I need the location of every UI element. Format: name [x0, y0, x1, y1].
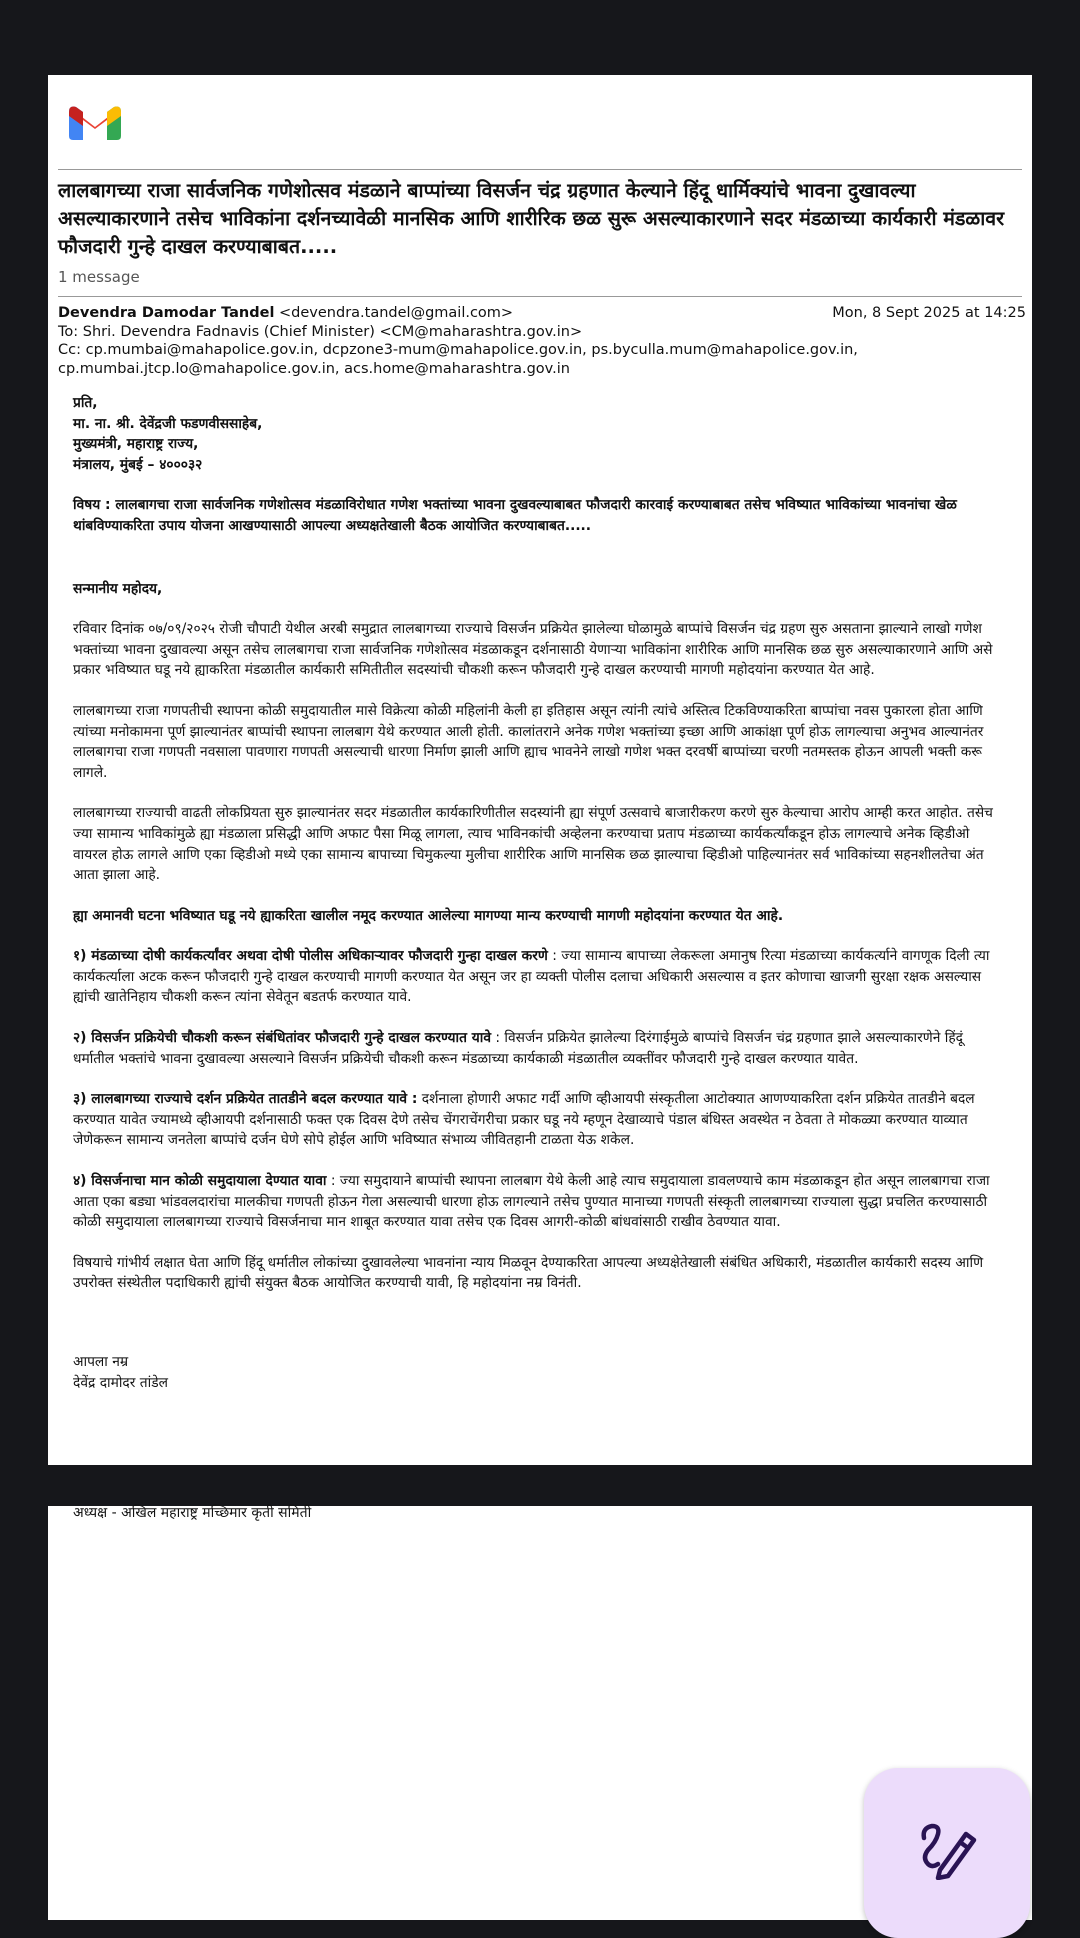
demand-text: : ज्या समुदायाने बाप्पांची स्थापना लालबाग येथे केली आहे त्याच समुदायाला डावलण्याचे काम मंडळाकडून होत असून लालबागचा राजा आता एका बड्या भांडवलदारांचा मालकीचा गणपती होऊन गेला असल्याची धारणा होऊ लागल्याने तसेच पुण्यात मानाच्या गणपती संस्कृती लालबागच्या राज्याला सुद्धा प्रचलित करण्यासाठी कोळी समुदायाला लालबागच्या राज्याचे विसर्जनाचा मान शाबूत करण्यात यावा तसेच एक दिवस आगरी-कोळी बांधवांसाठी राखीव ठेवण्यात यावा. — [73, 1173, 990, 1231]
closing-paragraph: विषयाचे गांभीर्य लक्षात घेता आणि हिंदू धर्मातील लोकांच्या दुखावलेल्या भावनांना न्याय मिळवून देण्याकरिता आपल्या अध्यक्षेतेखाली संबंधित अधिकारी, मंडळातील कार्यकारी सदस्य आणि उपरोक्त संस्थेतील पदाधिकारी ह्यांची संयुक्त बैठक आयोजित करण्याची यावी, हि महोदयांना नम्र विनंती. — [73, 1254, 984, 1292]
subject-line: विषय : लालबागचा राजा सार्वजनिक गणेशोत्सव मंडळाविरोधात गणेश भक्तांच्या भावना दुखवल्याबाबत फौजदारी कारवाई करण्याबाबत तसेच भविष्यात भाविकांच्या भावनांचा खेळ थांबविण्याकरिता उपाय योजना आखण्यासाठी आपल्या अध्यक्षतेखाली बैठक आयोजित करण्याबाबत..... — [73, 497, 957, 534]
demand-title: ३) लालबागच्या राज्याचे दर्शन प्रक्रियेत तातडीने बदल करण्यात यावे : — [73, 1091, 418, 1108]
edit-pen-icon — [918, 1820, 978, 1880]
demand-text: : विसर्जन प्रक्रियेत झालेल्या दिरंगाईमुळे बाप्पांचे विसर्जन चंद्र ग्रहणात झाले असल्याकारणेने हिंदूं धर्मातील भक्तांचे भावना दुखावल्या असल्याने विसर्जन प्रक्रियेची चौकशी करून मंडळाच्या कार्यकाळी मंडळातील व्यक्तींवर फौजदारी गुन्हे दाखल करण्यात यावेत. — [73, 1030, 963, 1067]
demand-title: २) विसर्जन प्रक्रियेची चौकशी करून संबंधितांवर फौजदारी गुन्हे दाखल करण्यात यावे — [73, 1030, 492, 1047]
paragraph: रविवार दिनांक ०७/०९/२०२५ रोजी चौपाटी येथील अरबी समुद्रात लालबागच्या राज्याचे विसर्जन प्रक्रियेत झालेल्या घोळामुळे बाप्पांचे विसर्जन चंद्र ग्रहण सुरु असताना झाल्याने लाखो गणेश भक्तांच्या भावना दुखावल्या असून तसेच लालबागचा राजा सार्वजनिक गणेशोत्सव मंडळाकडून दर्शनासाठी येणाऱ्या भाविकांना शारीरिक आणि मानसिक छळ सुरु असल्याकारणाने आणि असे प्रकार भविष्यात घडू नये ह्याकरिता मंडळातील कार्यकारी समितीतील सदस्यांची चौकशी करून फौजदारी गुन्हे दाखल करण्याची मागणी महोदयांना करण्यात येत आहे. — [73, 621, 993, 679]
to-line: To: Shri. Devendra Fadnavis (Chief Minister) <CM@maharashtra.gov.in> — [58, 323, 583, 340]
demand-text: दर्शनाला होणारी अफाट गर्दी आणि व्हीआयपी संस्कृतीला आटोक्यात आणण्याकरिता दर्शन प्रक्रियेत तातडीने बदल करण्यात यावेत ज्यामध्ये व्हीआयपी दर्शनासाठी फक्त एक दिवस देणे तसेच चेंगराचेंगरीचा प्रकार घडू नये म्हणून देखाव्याचे पंडाल बंधिस्त अवस्थेत न ठेवता ते मोकळ्या करण्यात याव्यात जेणेकरून सामान्य जनतेला बाप्पांचे दर्जन घेणे सोपे होईल आणि भविष्यात संभाव्य जीवितहानी टाळता येऊ शकेल. — [73, 1091, 975, 1149]
email-header — [58, 304, 1026, 378]
divider — [58, 169, 1022, 170]
signature-name: देवेंद्र दामोदर तांडेल — [73, 1374, 168, 1391]
gmail-logo-icon — [69, 102, 121, 142]
email-date: Mon, 8 Sept 2025 at 14:25 — [832, 305, 1026, 321]
demand-title: १) मंडळाच्या दोषी कार्यकर्त्यांवर अथवा दोषी पोलीस अधिकाऱ्यावर फौजदारी गुन्हा दाखल करणे — [73, 948, 548, 965]
salutation: सन्मानीय महोदय, — [73, 580, 163, 597]
sender-name: Devendra Damodar Tandel — [58, 305, 275, 321]
demand-item — [73, 1089, 1008, 1151]
paragraph: लालबागच्या राज्याची वाढती लोकप्रियता सुरु झाल्यानंतर सदर मंडळातील कार्यकारिणीतील सदस्यांनी ह्या संपूर्ण उत्सवाचे बाजारीकरण करणे सुरु केल्याचा आरोप आम्ही करत आहोत. तसेच ज्या सामान्य भाविकांमुळे ह्या मंडळाला प्रसिद्धी आणि अफाट पैसा मिळू लागला, त्याच भाविनकांची अव्हेलना करण्याचा प्रताप मंडळाच्या कार्यकर्त्यांकडून होऊ लागल्याचे अनेक व्हिडीओ वायरल होऊ लागले आणि एका व्हिडीओ मध्ये एका सामान्य बापाच्या चिमुकल्या मुलीचा शारीरिक आणि मानसिक छळ झाल्याचा व्हिडीओ पाहिल्यानंतर सर्व भाविकांच्या सहनशीलतेचा अंत आता झाला आहे. — [73, 805, 993, 884]
divider — [58, 296, 1022, 297]
edit-fab-button[interactable] — [864, 1768, 1030, 1938]
demand-item — [73, 946, 1008, 1008]
sender — [58, 304, 513, 323]
demand-text: : ज्या सामान्य बापाच्या लेकरूला अमानुष रित्या मंडळाच्या कार्यकर्त्याने वागणूक दिली त्या कार्यकर्त्याला अटक करून फौजदारी गुन्हे दाखल करण्याची मागणी करण्यात येत असून जर हा व्यक्ती पोलीस दलाचा अधिकारी असल्यास व इतर कोणाचा खाजगी सुरक्षा रक्षक असल्यास ह्यांची खातेनिहाय चौकशी करून त्यांना सेवेतून बडतर्फ करण्यात यावे. — [73, 948, 990, 1006]
signature-designation: अध्यक्ष - अखिल महाराष्ट्र मच्छिमार कृती समिती — [73, 1505, 312, 1521]
cc-line-1: Cc: cp.mumbai@mahapolice.gov.in, dcpzone3-mum@mahapolice.gov.in, ps.byculla.mum@mahapolice.gov.in, — [58, 342, 858, 358]
email-subject: लालबागच्या राजा सार्वजनिक गणेशोत्सव मंडळाने बाप्पांच्या विसर्जन चंद्र ग्रहणात केल्याने हिंदू धार्मिक्यांचे भावना दुखावल्या असल्याकारणाने तसेच भाविकांना दर्शनच्यावेळी मानसिक आणि शारीरिक छळ सुरू असल्याकारणाने सदर मंडळाच्या कार्यकारी मंडळावर फौजदारी गुन्हे दाखल करण्याबाबत..... — [58, 179, 1005, 258]
message-count: 1 message — [58, 268, 140, 286]
cc-line-2: cp.mumbai.jtcp.lo@mahapolice.gov.in, acs.home@maharashtra.gov.in — [58, 360, 570, 377]
demand-item — [73, 1171, 1008, 1233]
demand-title: ४) विसर्जनाचा मान कोळी समुदायाला देण्यात यावा — [73, 1173, 327, 1190]
signoff: आपला नम्र — [73, 1354, 129, 1370]
paragraph: लालबागच्या राजा गणपतीची स्थापना कोळी समुदायातील मासे विक्रेत्या कोळी महिलांनी केली हा इतिहास असून त्यांनी त्यांचे अस्तित्व टिकविण्याकरिता बाप्पांचा नवस पुकारला होता आणि त्यांच्या मनोकामना पूर्ण झाल्यानंतर बाप्पांची स्थापना लालबाग येथे करण्यात आली होती. कालांतराने अनेक गणेश भक्तांच्या इच्छा आणि आकांक्षा पूर्ण होऊ लागल्याचा अनुभव आल्यानंतर लालबागचा राजा गणपती नवसाला पावणारा गणपती असल्याची धारणा निर्माण झाली आणि ह्याच भावनेने लाखो गणेश भक्त दरवर्षी बाप्पांच्या चरणी नतमस्तक होऊन आपली भक्ती करू लागले. — [73, 702, 984, 781]
document-page-1 — [48, 75, 1032, 1465]
letter-body — [73, 393, 1008, 1393]
address-line: मा. ना. श्री. देवेंद्रजी फडणवीससाहेब, — [73, 415, 263, 432]
address-line: मंत्रालय, मुंबई – ४०००३२ — [73, 456, 203, 473]
demand-intro: ह्या अमानवी घटना भविष्यात घडू नये ह्याकरिता खालील नमूद करण्यात आलेल्या मागण्या मान्य करण्याची मागणी महोदयांना करण्यात येत आहे. — [73, 907, 784, 924]
address-line: मुख्यमंत्री, महाराष्ट्र राज्य, — [73, 436, 199, 453]
address-line: प्रति, — [73, 395, 98, 411]
sender-email[interactable]: <devendra.tandel@gmail.com> — [279, 305, 514, 321]
demand-item — [73, 1028, 1008, 1069]
